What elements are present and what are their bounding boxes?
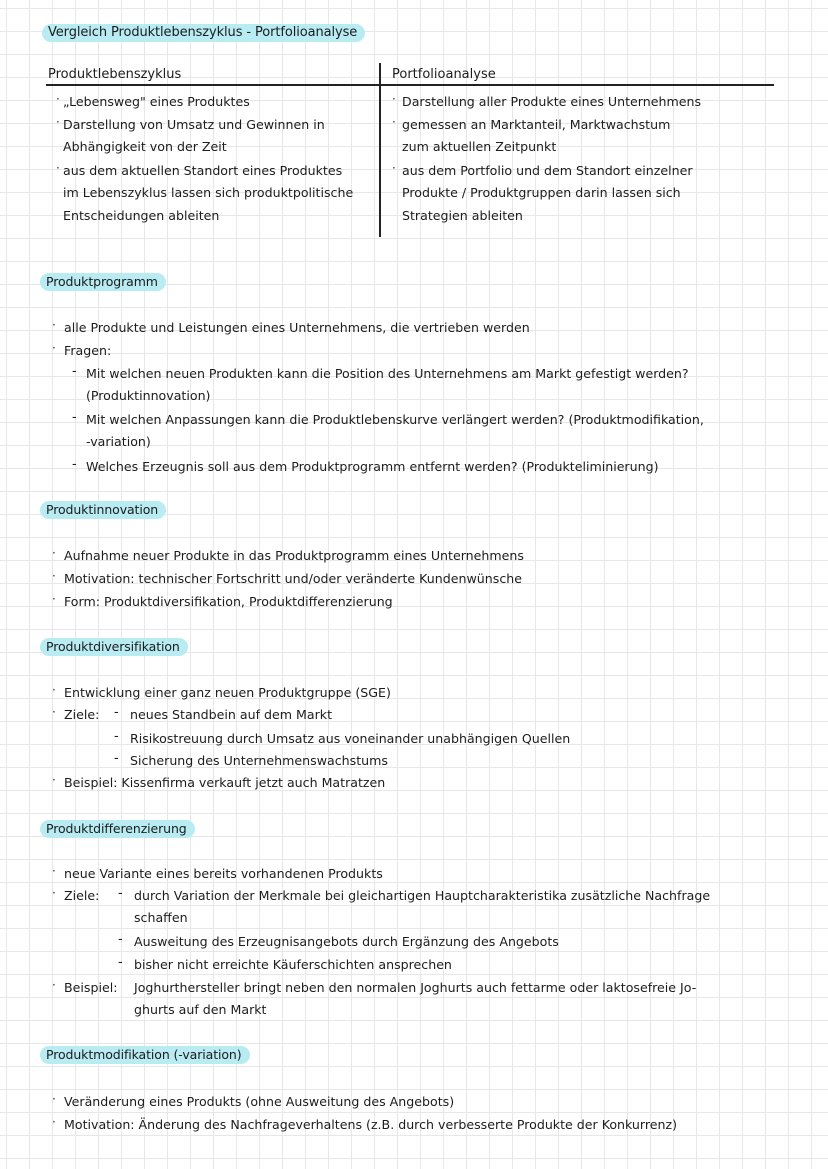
- bullet: ·: [52, 341, 56, 355]
- bullet: ·: [392, 115, 396, 129]
- produktinnovation-line1: Aufnahme neuer Produkte in das Produktprogramm eines Unternehmens: [64, 548, 524, 563]
- dash: -: [72, 457, 77, 472]
- right-item-1: Darstellung aller Produkte eines Unternehmens: [402, 94, 702, 109]
- left-item-3b: im Lebenszyklus lassen sich produktpolitische: [63, 185, 354, 200]
- beispiel-label: Beispiel:: [64, 980, 118, 995]
- produktmodifikation-line2: Motivation: Änderung des Nachfrageverhaltens (z.B. durch verbesserte Produkte der Konkurrenz): [64, 1117, 678, 1132]
- frage-1a: Mit welchen neuen Produkten kann die Position des Unternehmens am Markt gefestigt werden?: [86, 366, 689, 381]
- dash: -: [114, 705, 119, 720]
- dash: -: [72, 364, 77, 379]
- ziele-label: Ziele:: [64, 888, 100, 903]
- diversifikation-ziel-1: neues Standbein auf dem Markt: [130, 707, 333, 722]
- diversifikation-ziel-2: Risikostreuung durch Umsatz aus voneinander unabhängigen Quellen: [130, 731, 571, 746]
- table-header-rule: [46, 84, 774, 86]
- bullet: ·: [52, 773, 56, 787]
- dash: -: [114, 751, 119, 766]
- bullet: ·: [52, 1115, 56, 1129]
- bullet: ·: [52, 592, 56, 606]
- section-heading-produktdiversifikation: Produktdiversifikation: [40, 638, 188, 656]
- produktprogramm-line1: alle Produkte und Leistungen eines Unternehmens, die vertrieben werden: [64, 320, 530, 335]
- bullet: ·: [56, 115, 60, 129]
- differenzierung-beispiel-a: Joghurthersteller bringt neben den normalen Joghurts auch fettarme oder laktosefreie Jo-: [134, 980, 697, 995]
- right-item-3c: Strategien ableiten: [402, 208, 523, 223]
- frage-3: Welches Erzeugnis soll aus dem Produktprogramm entfernt werden? (Produkteliminierung): [86, 459, 659, 474]
- differenzierung-ziel-3: bisher nicht erreichte Käuferschichten ansprechen: [134, 957, 452, 972]
- frage-2b: -variation): [86, 434, 151, 449]
- bullet: ·: [52, 683, 56, 697]
- diversifikation-beispiel: Beispiel: Kissenfirma verkauft jetzt auch Matratzen: [64, 775, 386, 790]
- page-title: Vergleich Produktlebenszyklus - Portfolioanalyse: [42, 24, 365, 42]
- left-item-3a: aus dem aktuellen Standort eines Produktes: [63, 163, 343, 178]
- bullet: ·: [56, 161, 60, 175]
- ziele-label: Ziele:: [64, 707, 100, 722]
- right-item-2b: zum aktuellen Zeitpunkt: [402, 139, 557, 154]
- produktprogramm-line2: Fragen:: [64, 343, 112, 358]
- bullet: ·: [52, 886, 56, 900]
- dash: -: [118, 932, 123, 947]
- differenzierung-ziel-1a: durch Variation der Merkmale bei gleichartigen Hauptcharakteristika zusätzliche Nachfrage: [134, 888, 711, 903]
- produktdiversifikation-line1: Entwicklung einer ganz neuen Produktgruppe (SGE): [64, 685, 391, 700]
- bullet: ·: [56, 92, 60, 106]
- section-heading-produktprogramm: Produktprogramm: [40, 273, 166, 291]
- left-column-heading: Produktlebenszyklus: [48, 67, 182, 82]
- dash: -: [118, 886, 123, 901]
- produktinnovation-line3: Form: Produktdiversifikation, Produktdifferenzierung: [64, 594, 393, 609]
- right-column-heading: Portfolioanalyse: [392, 67, 496, 82]
- section-heading-produktmodifikation: Produktmodifikation (-variation): [40, 1046, 250, 1064]
- right-item-2a: gemessen an Marktanteil, Marktwachstum: [402, 117, 671, 132]
- dash: -: [118, 955, 123, 970]
- right-item-3b: Produkte / Produktgruppen darin lassen sich: [402, 185, 681, 200]
- dash: -: [72, 410, 77, 425]
- bullet: ·: [52, 569, 56, 583]
- frage-2a: Mit welchen Anpassungen kann die Produktlebenskurve verlängert werden? (Produktmodifikation,: [86, 412, 704, 427]
- diversifikation-ziel-3: Sicherung des Unternehmenswachstums: [130, 753, 388, 768]
- bullet: ·: [52, 978, 56, 992]
- bullet: ·: [392, 92, 396, 106]
- right-item-3a: aus dem Portfolio und dem Standort einzelner: [402, 163, 693, 178]
- left-item-1: „Lebensweg" eines Produktes: [63, 94, 250, 109]
- section-heading-produktinnovation: Produktinnovation: [40, 501, 166, 519]
- left-item-3c: Entscheidungen ableiten: [63, 208, 220, 223]
- differenzierung-beispiel-b: ghurts auf den Markt: [134, 1002, 267, 1017]
- differenzierung-ziel-1b: schaffen: [134, 910, 188, 925]
- produktdifferenzierung-line1: neue Variante eines bereits vorhandenen Produkts: [64, 866, 383, 881]
- frage-1b: (Produktinnovation): [86, 388, 211, 403]
- bullet: ·: [392, 161, 396, 175]
- bullet: ·: [52, 546, 56, 560]
- produktinnovation-line2: Motivation: technischer Fortschritt und/oder veränderte Kundenwünsche: [64, 571, 522, 586]
- table-divider: [379, 63, 381, 237]
- bullet: ·: [52, 864, 56, 878]
- bullet: ·: [52, 318, 56, 332]
- section-heading-produktdifferenzierung: Produktdifferenzierung: [40, 820, 195, 838]
- differenzierung-ziel-2: Ausweitung des Erzeugnisangebots durch Ergänzung des Angebots: [134, 934, 559, 949]
- bullet: ·: [52, 1092, 56, 1106]
- left-item-2b: Abhängigkeit von der Zeit: [63, 139, 227, 154]
- bullet: ·: [52, 705, 56, 719]
- left-item-2a: Darstellung von Umsatz und Gewinnen in: [63, 117, 325, 132]
- produktmodifikation-line1: Veränderung eines Produkts (ohne Ausweitung des Angebots): [64, 1094, 455, 1109]
- dash: -: [114, 729, 119, 744]
